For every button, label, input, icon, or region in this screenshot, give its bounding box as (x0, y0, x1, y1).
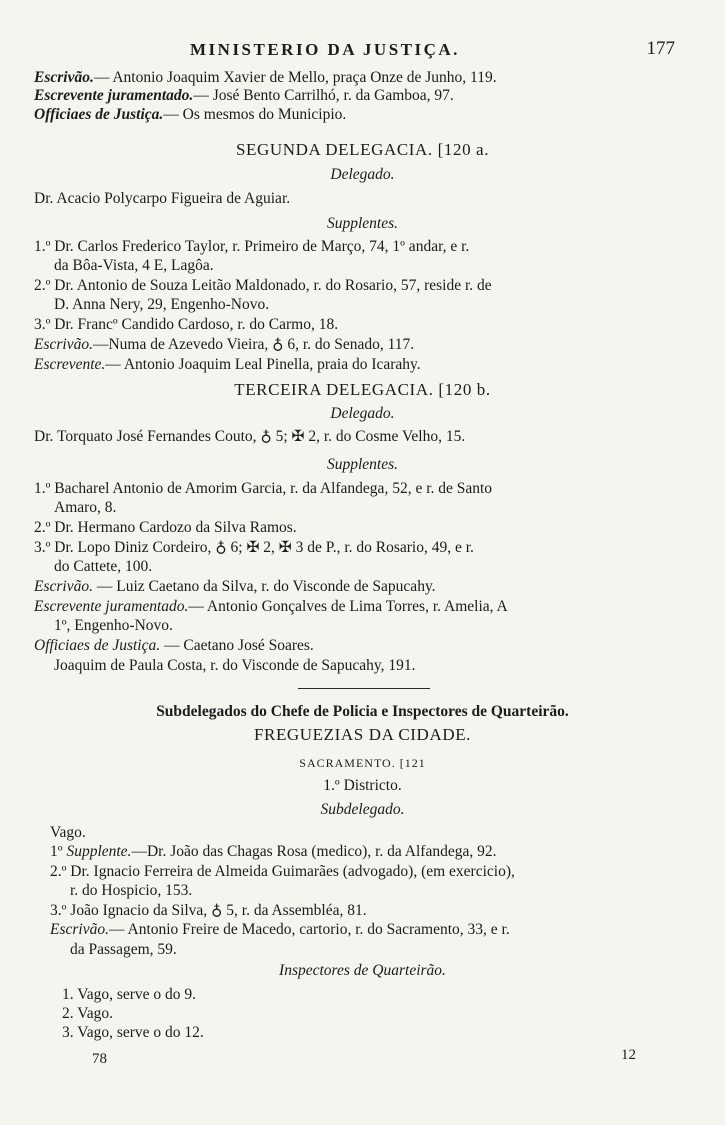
section-heading: TERCEIRA DELEGACIA. [120 b. (234, 380, 491, 399)
section-heading: SEGUNDA DELEGACIA. [120 a. (235, 140, 490, 159)
text-line: Officiaes de Justiça. — Caetano José Soares. (34, 637, 314, 654)
page-number: 177 (646, 38, 675, 59)
text-line: da Bôa-Vista, 4 E, Lagôa. (54, 257, 214, 274)
text-line: 3.º Dr. Francº Candido Cardoso, r. do Carmo, 18. (34, 316, 339, 333)
text-line: Joaquim de Paula Costa, r. do Visconde de Sapucahy, 191. (54, 657, 416, 674)
list-item: 3. Vago, serve o do 12. (62, 1024, 204, 1041)
list-item: 2. Vago. (62, 1005, 113, 1022)
page-header (0, 36, 725, 66)
district-heading: 1.º Districto. (323, 777, 402, 794)
subheading: Subdelegado. (320, 801, 405, 818)
text-line: da Passagem, 59. (70, 941, 177, 958)
text-line: Escrivão. — Luiz Caetano da Silva, r. do Visconde de Sapucahy. (34, 578, 436, 595)
subheading: Supplentes. (326, 456, 399, 473)
text-line: Escrevente.— Antonio Joaquim Leal Pinella, praia do Icarahy. (34, 356, 421, 373)
text-line: Amaro, 8. (54, 499, 117, 516)
text-line: Officiaes de Justiça.— Os mesmos do Municipio. (34, 106, 347, 123)
text-line: do Cattete, 100. (54, 558, 153, 575)
subheading: Delegado. (330, 166, 395, 183)
subheading: Delegado. (330, 405, 395, 422)
text-line: 1º, Engenho-Novo. (54, 617, 173, 634)
text-line: 2.º Dr. Ignacio Ferreira de Almeida Guimarães (advogado), (em exercicio), (50, 863, 515, 880)
text-line: 3.º João Ignacio da Silva, ♁ 5, r. da Assembléa, 81. (50, 902, 367, 919)
section-heading: Subdelegados do Chefe de Policia e Inspectores de Quarteirão. (156, 703, 569, 720)
running-title: MINISTERIO DA JUSTIÇA. (190, 40, 460, 59)
text-line: 1.º Dr. Carlos Frederico Taylor, r. Primeiro de Março, 74, 1º andar, e r. (34, 238, 470, 255)
text-line: 2.º Dr. Antonio de Souza Leitão Maldonado, r. do Rosario, 57, reside r. de (34, 277, 492, 294)
text-line: Escrivão.— Antonio Joaquim Xavier de Mello, praça Onze de Junho, 119. (34, 69, 497, 86)
subheading: Supplentes. (326, 215, 399, 232)
text-line: D. Anna Nery, 29, Engenho-Novo. (54, 296, 270, 313)
parish-heading: SACRAMENTO. [121 (299, 756, 426, 770)
text-line: Dr. Torquato José Fernandes Couto, ♁ 5; ✠ 2, r. do Cosme Velho, 15. (34, 428, 466, 445)
subheading: Inspectores de Quarteirão. (279, 962, 446, 979)
text-line: Escrevente juramentado.— Antonio Gonçalves de Lima Torres, r. Amelia, A (34, 598, 508, 615)
signature-mark-right: 12 (621, 1047, 636, 1063)
list-item: 1. Vago, serve o do 9. (62, 986, 197, 1003)
text-line: Dr. Acacio Polycarpo Figueira de Aguiar. (34, 190, 291, 207)
text-line: Escrivão.— Antonio Freire de Macedo, cartorio, r. do Sacramento, 33, e r. (50, 921, 510, 938)
text-line: Escrevente juramentado.— José Bento Carrilhó, r. da Gamboa, 97. (34, 87, 454, 104)
text-line: Escrivão.—Numa de Azevedo Vieira, ♁ 6, r. do Senado, 117. (34, 336, 415, 353)
section-divider (298, 688, 430, 689)
text-line: 1º Supplente.—Dr. João das Chagas Rosa (medico), r. da Alfandega, 92. (50, 843, 497, 860)
text-line: 3.º Dr. Lopo Diniz Cordeiro, ♁ 6; ✠ 2, ✠ 3 de P., r. do Rosario, 49, e r. (34, 539, 474, 556)
section-heading: FREGUEZIAS DA CIDADE. (253, 725, 472, 744)
text-line: 2.º Dr. Hermano Cardozo da Silva Ramos. (34, 519, 297, 536)
signature-mark-left: 78 (92, 1051, 107, 1067)
text-line: 1.º Bacharel Antonio de Amorim Garcia, r. da Alfandega, 52, e r. de Santo (34, 480, 493, 497)
text-line: r. do Hospicio, 153. (70, 882, 193, 899)
text-line: Vago. (50, 824, 86, 841)
